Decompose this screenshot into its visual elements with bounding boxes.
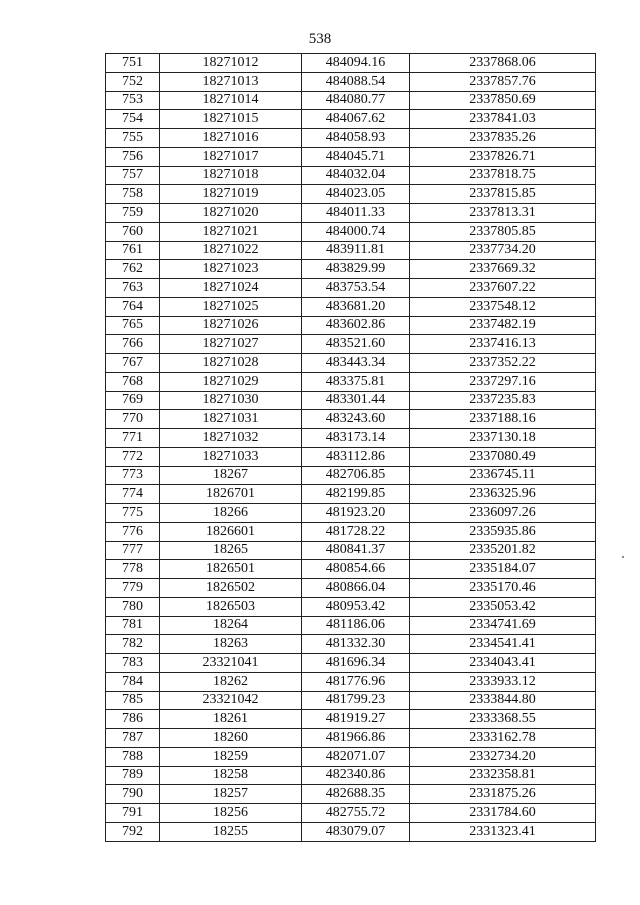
point-code-cell: 18256 [160,804,302,823]
table-row [106,129,596,148]
point-number-cell: 767 [106,354,160,373]
point-code-cell: 18271027 [160,335,302,354]
point-code-cell: 18271019 [160,185,302,204]
point-code-cell: 18271017 [160,147,302,166]
point-number-cell: 753 [106,91,160,110]
x-coordinate-cell: 480854.66 [302,560,410,579]
x-coordinate-cell: 482706.85 [302,466,410,485]
x-coordinate-cell: 483375.81 [302,372,410,391]
point-number-cell: 791 [106,804,160,823]
table-row [106,747,596,766]
x-coordinate-cell: 483173.14 [302,429,410,448]
point-number-cell: 755 [106,129,160,148]
table-row [106,260,596,279]
table-row [106,522,596,541]
table-row [106,635,596,654]
point-code-cell: 1826501 [160,560,302,579]
y-coordinate-cell: 2336745.11 [410,466,596,485]
point-code-cell: 18266 [160,504,302,523]
table-row [106,297,596,316]
x-coordinate-cell: 480953.42 [302,597,410,616]
table-row [106,672,596,691]
point-code-cell: 1826601 [160,522,302,541]
x-coordinate-cell: 484067.62 [302,110,410,129]
x-coordinate-cell: 482071.07 [302,747,410,766]
x-coordinate-cell: 481696.34 [302,654,410,673]
x-coordinate-cell: 481728.22 [302,522,410,541]
point-number-cell: 779 [106,579,160,598]
point-code-cell: 18263 [160,635,302,654]
table-row [106,91,596,110]
point-code-cell: 18271020 [160,204,302,223]
y-coordinate-cell: 2333368.55 [410,710,596,729]
table-row [106,110,596,129]
y-coordinate-cell: 2331784.60 [410,804,596,823]
table-row [106,54,596,73]
point-number-cell: 776 [106,522,160,541]
x-coordinate-cell: 481799.23 [302,691,410,710]
y-coordinate-cell: 2337188.16 [410,410,596,429]
point-code-cell: 23321041 [160,654,302,673]
table-row [106,729,596,748]
point-number-cell: 783 [106,654,160,673]
table-row [106,504,596,523]
x-coordinate-cell: 482688.35 [302,785,410,804]
x-coordinate-cell: 482340.86 [302,766,410,785]
point-number-cell: 774 [106,485,160,504]
point-code-cell: 18262 [160,672,302,691]
x-coordinate-cell: 484032.04 [302,166,410,185]
table-row [106,804,596,823]
point-number-cell: 769 [106,391,160,410]
table-row [106,222,596,241]
coordinates-table-body [106,54,596,842]
point-code-cell: 18271015 [160,110,302,129]
x-coordinate-cell: 484094.16 [302,54,410,73]
point-number-cell: 775 [106,504,160,523]
x-coordinate-cell: 484045.71 [302,147,410,166]
point-code-cell: 18271016 [160,129,302,148]
table-row [106,597,596,616]
x-coordinate-cell: 484023.05 [302,185,410,204]
point-number-cell: 768 [106,372,160,391]
y-coordinate-cell: 2335184.07 [410,560,596,579]
x-coordinate-cell: 484088.54 [302,72,410,91]
y-coordinate-cell: 2337548.12 [410,297,596,316]
y-coordinate-cell: 2337416.13 [410,335,596,354]
y-coordinate-cell: 2337850.69 [410,91,596,110]
table-row [106,279,596,298]
x-coordinate-cell: 483829.99 [302,260,410,279]
point-code-cell: 18271013 [160,72,302,91]
point-number-cell: 771 [106,429,160,448]
y-coordinate-cell: 2337235.83 [410,391,596,410]
point-code-cell: 1826701 [160,485,302,504]
point-number-cell: 765 [106,316,160,335]
point-number-cell: 785 [106,691,160,710]
table-row [106,710,596,729]
x-coordinate-cell: 481923.20 [302,504,410,523]
x-coordinate-cell: 483753.54 [302,279,410,298]
point-number-cell: 761 [106,241,160,260]
point-code-cell: 18271018 [160,166,302,185]
point-code-cell: 18271030 [160,391,302,410]
y-coordinate-cell: 2337669.32 [410,260,596,279]
point-code-cell: 18258 [160,766,302,785]
y-coordinate-cell: 2334043.41 [410,654,596,673]
point-number-cell: 762 [106,260,160,279]
y-coordinate-cell: 2335201.82 [410,541,596,560]
point-code-cell: 18267 [160,466,302,485]
point-number-cell: 773 [106,466,160,485]
table-row [106,579,596,598]
point-code-cell: 18271023 [160,260,302,279]
point-number-cell: 790 [106,785,160,804]
point-number-cell: 757 [106,166,160,185]
table-row [106,466,596,485]
point-code-cell: 18257 [160,785,302,804]
point-number-cell: 789 [106,766,160,785]
x-coordinate-cell: 484000.74 [302,222,410,241]
y-coordinate-cell: 2334541.41 [410,635,596,654]
point-code-cell: 18271012 [160,54,302,73]
point-number-cell: 778 [106,560,160,579]
x-coordinate-cell: 483079.07 [302,822,410,841]
point-number-cell: 782 [106,635,160,654]
y-coordinate-cell: 2337826.71 [410,147,596,166]
x-coordinate-cell: 480841.37 [302,541,410,560]
x-coordinate-cell: 481776.96 [302,672,410,691]
y-coordinate-cell: 2331875.26 [410,785,596,804]
table-row [106,391,596,410]
y-coordinate-cell: 2337352.22 [410,354,596,373]
table-row [106,485,596,504]
x-coordinate-cell: 483243.60 [302,410,410,429]
point-number-cell: 787 [106,729,160,748]
table-row [106,410,596,429]
point-code-cell: 18271025 [160,297,302,316]
point-number-cell: 756 [106,147,160,166]
x-coordinate-cell: 482199.85 [302,485,410,504]
x-coordinate-cell: 481966.86 [302,729,410,748]
scan-speck [622,556,624,558]
x-coordinate-cell: 483681.20 [302,297,410,316]
y-coordinate-cell: 2337607.22 [410,279,596,298]
point-code-cell: 18271022 [160,241,302,260]
table-row [106,766,596,785]
y-coordinate-cell: 2337835.26 [410,129,596,148]
y-coordinate-cell: 2337482.19 [410,316,596,335]
table-row [106,354,596,373]
x-coordinate-cell: 481186.06 [302,616,410,635]
y-coordinate-cell: 2337130.18 [410,429,596,448]
table-row [106,204,596,223]
point-number-cell: 764 [106,297,160,316]
coordinates-table [105,53,596,842]
table-row [106,372,596,391]
point-number-cell: 763 [106,279,160,298]
x-coordinate-cell: 481919.27 [302,710,410,729]
point-number-cell: 788 [106,747,160,766]
point-code-cell: 1826503 [160,597,302,616]
x-coordinate-cell: 483911.81 [302,241,410,260]
y-coordinate-cell: 2337297.16 [410,372,596,391]
point-code-cell: 18265 [160,541,302,560]
y-coordinate-cell: 2332358.81 [410,766,596,785]
table-row [106,166,596,185]
point-number-cell: 754 [106,110,160,129]
y-coordinate-cell: 2337734.20 [410,241,596,260]
y-coordinate-cell: 2336097.26 [410,504,596,523]
y-coordinate-cell: 2332734.20 [410,747,596,766]
y-coordinate-cell: 2337080.49 [410,447,596,466]
point-code-cell: 18271031 [160,410,302,429]
x-coordinate-cell: 484011.33 [302,204,410,223]
y-coordinate-cell: 2337818.75 [410,166,596,185]
point-code-cell: 18255 [160,822,302,841]
y-coordinate-cell: 2335053.42 [410,597,596,616]
point-number-cell: 752 [106,72,160,91]
x-coordinate-cell: 484080.77 [302,91,410,110]
table-row [106,541,596,560]
table-row [106,822,596,841]
point-number-cell: 772 [106,447,160,466]
point-code-cell: 18271024 [160,279,302,298]
point-code-cell: 18271029 [160,372,302,391]
point-code-cell: 18271033 [160,447,302,466]
table-row [106,785,596,804]
table-row [106,616,596,635]
point-code-cell: 18264 [160,616,302,635]
point-number-cell: 760 [106,222,160,241]
x-coordinate-cell: 483112.86 [302,447,410,466]
x-coordinate-cell: 480866.04 [302,579,410,598]
point-code-cell: 23321042 [160,691,302,710]
y-coordinate-cell: 2337815.85 [410,185,596,204]
point-code-cell: 18260 [160,729,302,748]
y-coordinate-cell: 2337868.06 [410,54,596,73]
point-number-cell: 780 [106,597,160,616]
point-number-cell: 786 [106,710,160,729]
y-coordinate-cell: 2333933.12 [410,672,596,691]
x-coordinate-cell: 483443.34 [302,354,410,373]
point-number-cell: 781 [106,616,160,635]
point-number-cell: 792 [106,822,160,841]
y-coordinate-cell: 2335170.46 [410,579,596,598]
x-coordinate-cell: 483521.60 [302,335,410,354]
x-coordinate-cell: 483301.44 [302,391,410,410]
point-code-cell: 18271028 [160,354,302,373]
table-row [106,560,596,579]
x-coordinate-cell: 481332.30 [302,635,410,654]
table-row [106,654,596,673]
point-number-cell: 751 [106,54,160,73]
point-number-cell: 784 [106,672,160,691]
table-row [106,691,596,710]
page-number: 538 [308,31,332,47]
point-number-cell: 758 [106,185,160,204]
table-row [106,447,596,466]
table-row [106,316,596,335]
y-coordinate-cell: 2333162.78 [410,729,596,748]
table-row [106,147,596,166]
x-coordinate-cell: 483602.86 [302,316,410,335]
x-coordinate-cell: 484058.93 [302,129,410,148]
y-coordinate-cell: 2333844.80 [410,691,596,710]
point-code-cell: 18259 [160,747,302,766]
point-code-cell: 18271026 [160,316,302,335]
point-code-cell: 18271021 [160,222,302,241]
y-coordinate-cell: 2335935.86 [410,522,596,541]
x-coordinate-cell: 482755.72 [302,804,410,823]
point-code-cell: 18271014 [160,91,302,110]
point-number-cell: 770 [106,410,160,429]
point-code-cell: 18261 [160,710,302,729]
table-row [106,72,596,91]
y-coordinate-cell: 2331323.41 [410,822,596,841]
point-number-cell: 777 [106,541,160,560]
y-coordinate-cell: 2337841.03 [410,110,596,129]
table-row [106,241,596,260]
y-coordinate-cell: 2337813.31 [410,204,596,223]
y-coordinate-cell: 2337857.76 [410,72,596,91]
y-coordinate-cell: 2336325.96 [410,485,596,504]
table-row [106,429,596,448]
point-code-cell: 1826502 [160,579,302,598]
point-number-cell: 759 [106,204,160,223]
point-number-cell: 766 [106,335,160,354]
point-code-cell: 18271032 [160,429,302,448]
y-coordinate-cell: 2337805.85 [410,222,596,241]
table-row [106,185,596,204]
table-row [106,335,596,354]
y-coordinate-cell: 2334741.69 [410,616,596,635]
